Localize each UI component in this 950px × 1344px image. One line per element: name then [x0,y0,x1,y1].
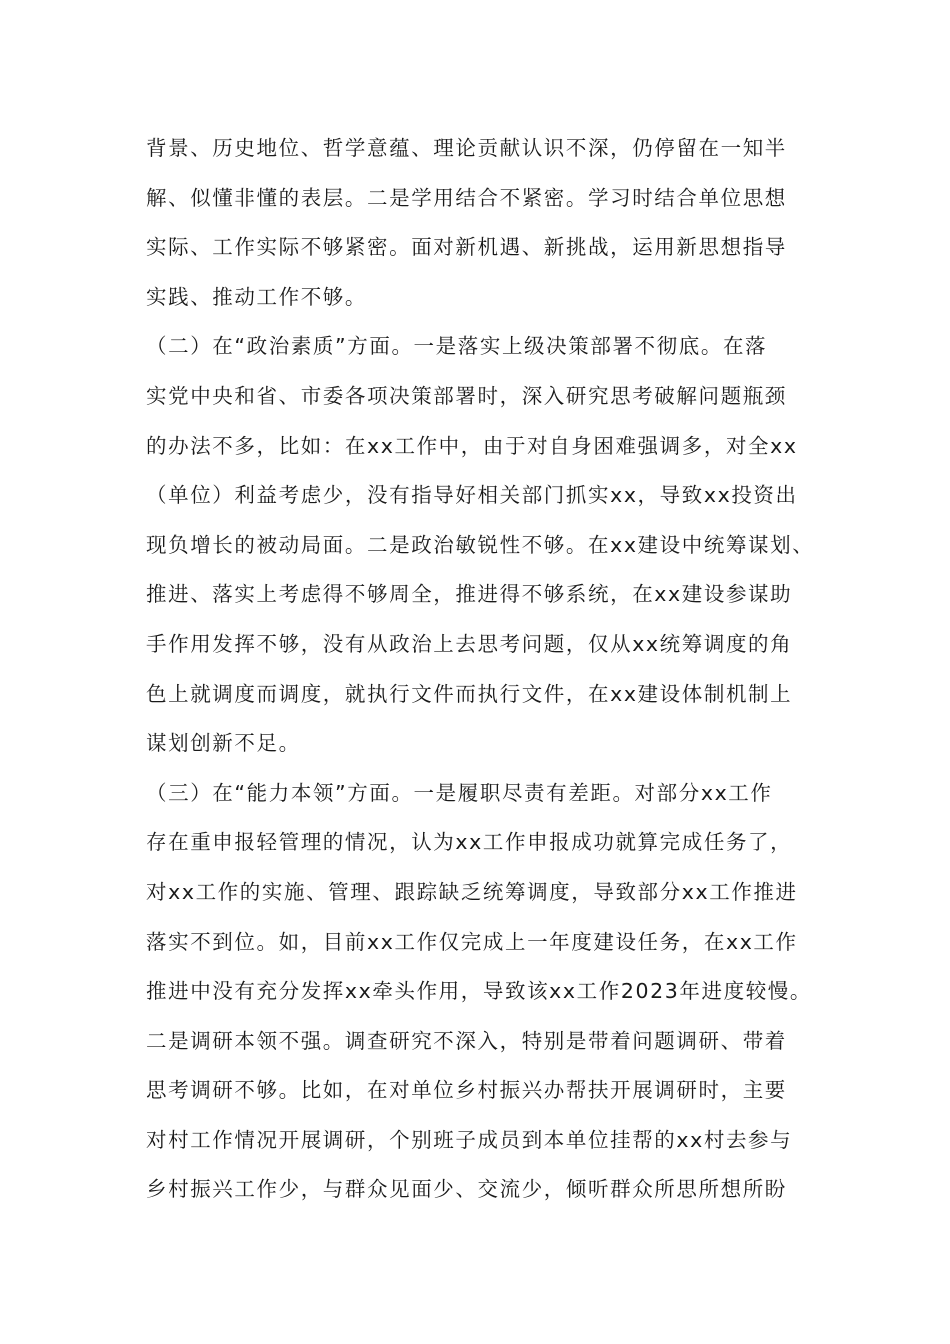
section-heading-line: （三）在“能力本领”方面。一是履职尽责有差距。对部分xx工作 [146,780,773,805]
text-line: 落实不到位。如，目前xx工作仅完成上一年度建设任务，在xx工作 [146,929,798,954]
text-line: 推进中没有充分发挥xx牵头作用，导致该xx工作2023年进度较慢。 [146,979,812,1004]
text-line: 二是调研本领不强。调查研究不深入，特别是带着问题调研、带着 [146,1028,787,1053]
text-line: 实践、推动工作不够。 [146,284,367,309]
text-line: 思考调研不够。比如，在对单位乡村振兴办帮扶开展调研时，主要 [146,1078,787,1103]
text-line: 对村工作情况开展调研，个别班子成员到本单位挂帮的xx村去参与 [146,1127,793,1152]
text-line: 背景、历史地位、哲学意蕴、理论贡献认识不深，仍停留在一知半 [146,136,787,160]
text-line: 实际、工作实际不够紧密。面对新机遇、新挑战，运用新思想指导 [146,235,787,260]
text-line: 手作用发挥不够，没有从政治上去思考问题，仅从xx统筹调度的角 [146,631,793,656]
text-line: 色上就调度而调度，就执行文件而执行文件，在xx建设体制机制上 [146,681,793,706]
text-line: 乡村振兴工作少，与群众见面少、交流少，倾听群众所思所想所盼 [146,1177,787,1202]
text-line: 谋划创新不足。 [146,731,301,756]
text-line: 存在重申报轻管理的情况，认为xx工作申报成功就算完成任务了， [146,830,793,855]
text-line: 现负增长的被动局面。二是政治敏锐性不够。在xx建设中统筹谋划、 [146,532,815,557]
text-line: 的办法不多，比如：在xx工作中，由于对自身困难强调多，对全xx [146,433,798,458]
text-line: （单位）利益考虑少，没有指导好相关部门抓实xx，导致xx投资出 [146,483,798,508]
text-line: 解、似懂非懂的表层。二是学用结合不紧密。学习时结合单位思想 [146,185,787,210]
text-line: 推进、落实上考虑得不够周全，推进得不够系统，在xx建设参谋助 [146,582,793,607]
text-line: 对xx工作的实施、管理、跟踪缺乏统筹调度，导致部分xx工作推进 [146,879,798,904]
body-text [146,124,846,1215]
section-heading-line: （二）在“政治素质”方面。一是落实上级决策部署不彻底。在落 [146,334,768,359]
text-line: 实党中央和省、市委各项决策部署时，深入研究思考破解问题瓶颈 [146,383,787,408]
